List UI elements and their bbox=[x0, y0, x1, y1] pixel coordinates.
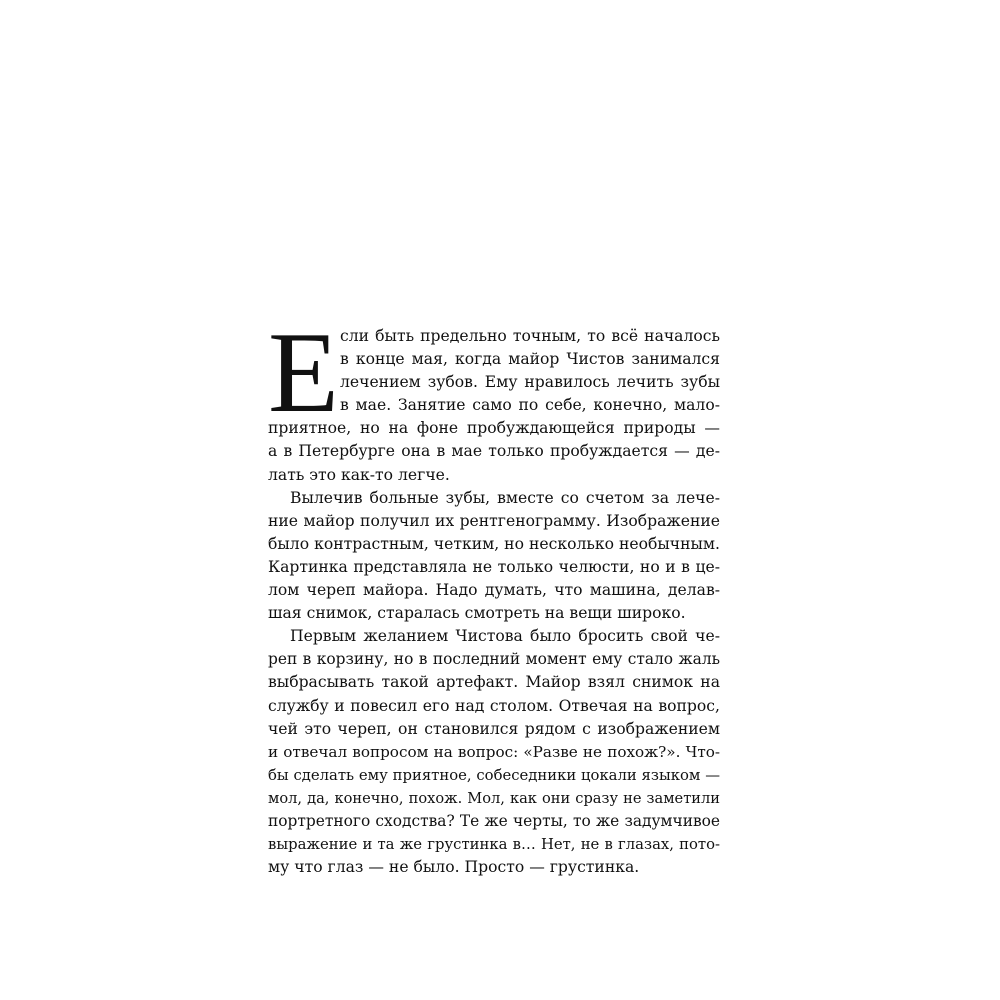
text-line: лать это как-то легче. bbox=[268, 465, 450, 484]
text-line: Картинка представляла не только челюсти, но и в це- bbox=[268, 557, 720, 576]
text-line: Первым желанием Чистова было бросить свой че- bbox=[290, 627, 720, 646]
text-line: в конце мая, когда майор Чистов занимался bbox=[340, 350, 720, 369]
text-line: а в Петербурге она в мае только пробуждается — де- bbox=[268, 442, 720, 461]
text-line: ние майор получил их рентгенограмму. Изображение bbox=[268, 511, 720, 530]
text-line: мол, да, конечно, похож. Мол, как они сразу не заметили bbox=[268, 789, 720, 807]
text-line: портретного сходства? Те же черты, то же задумчивое bbox=[268, 811, 720, 830]
drop-cap: Е bbox=[268, 309, 339, 437]
text-line: чей это череп, он становился рядом с изображением bbox=[268, 719, 720, 738]
text-line: сли быть предельно точным, то всё началось bbox=[340, 327, 720, 345]
text-line: му что глаз — не было. Просто — грустинка. bbox=[268, 858, 640, 877]
text-line: выбрасывать такой артефакт. Майор взял снимок на bbox=[268, 673, 720, 692]
text-line: лечением зубов. Ему нравилось лечить зубы bbox=[340, 373, 720, 392]
text-line: лом череп майора. Надо думать, что машина, делав- bbox=[268, 581, 720, 600]
text-line: Вылечив больные зубы, вместе со счетом за лече- bbox=[290, 488, 720, 507]
text-line: приятное, но на фоне пробуждающейся природы — bbox=[268, 419, 720, 438]
chapter-text bbox=[268, 309, 720, 879]
text-line: и отвечал вопросом на вопрос: «Разве не похож?». Что- bbox=[268, 742, 720, 761]
text-line: службу и повесил его над столом. Отвечая на вопрос, bbox=[268, 696, 720, 715]
text-line: выражение и та же грустинка в… Нет, не в глазах, пото- bbox=[268, 836, 720, 854]
text-line: шая снимок, старалась смотреть на вещи широко. bbox=[268, 604, 686, 623]
text-line: реп в корзину, но в последний момент ему стало жаль bbox=[268, 650, 720, 669]
text-line: в мае. Занятие само по себе, конечно, мало- bbox=[340, 396, 720, 415]
text-line: бы сделать ему приятное, собеседники цокали языком — bbox=[268, 766, 720, 784]
text-line: было контрастным, четким, но несколько необычным. bbox=[268, 534, 720, 553]
